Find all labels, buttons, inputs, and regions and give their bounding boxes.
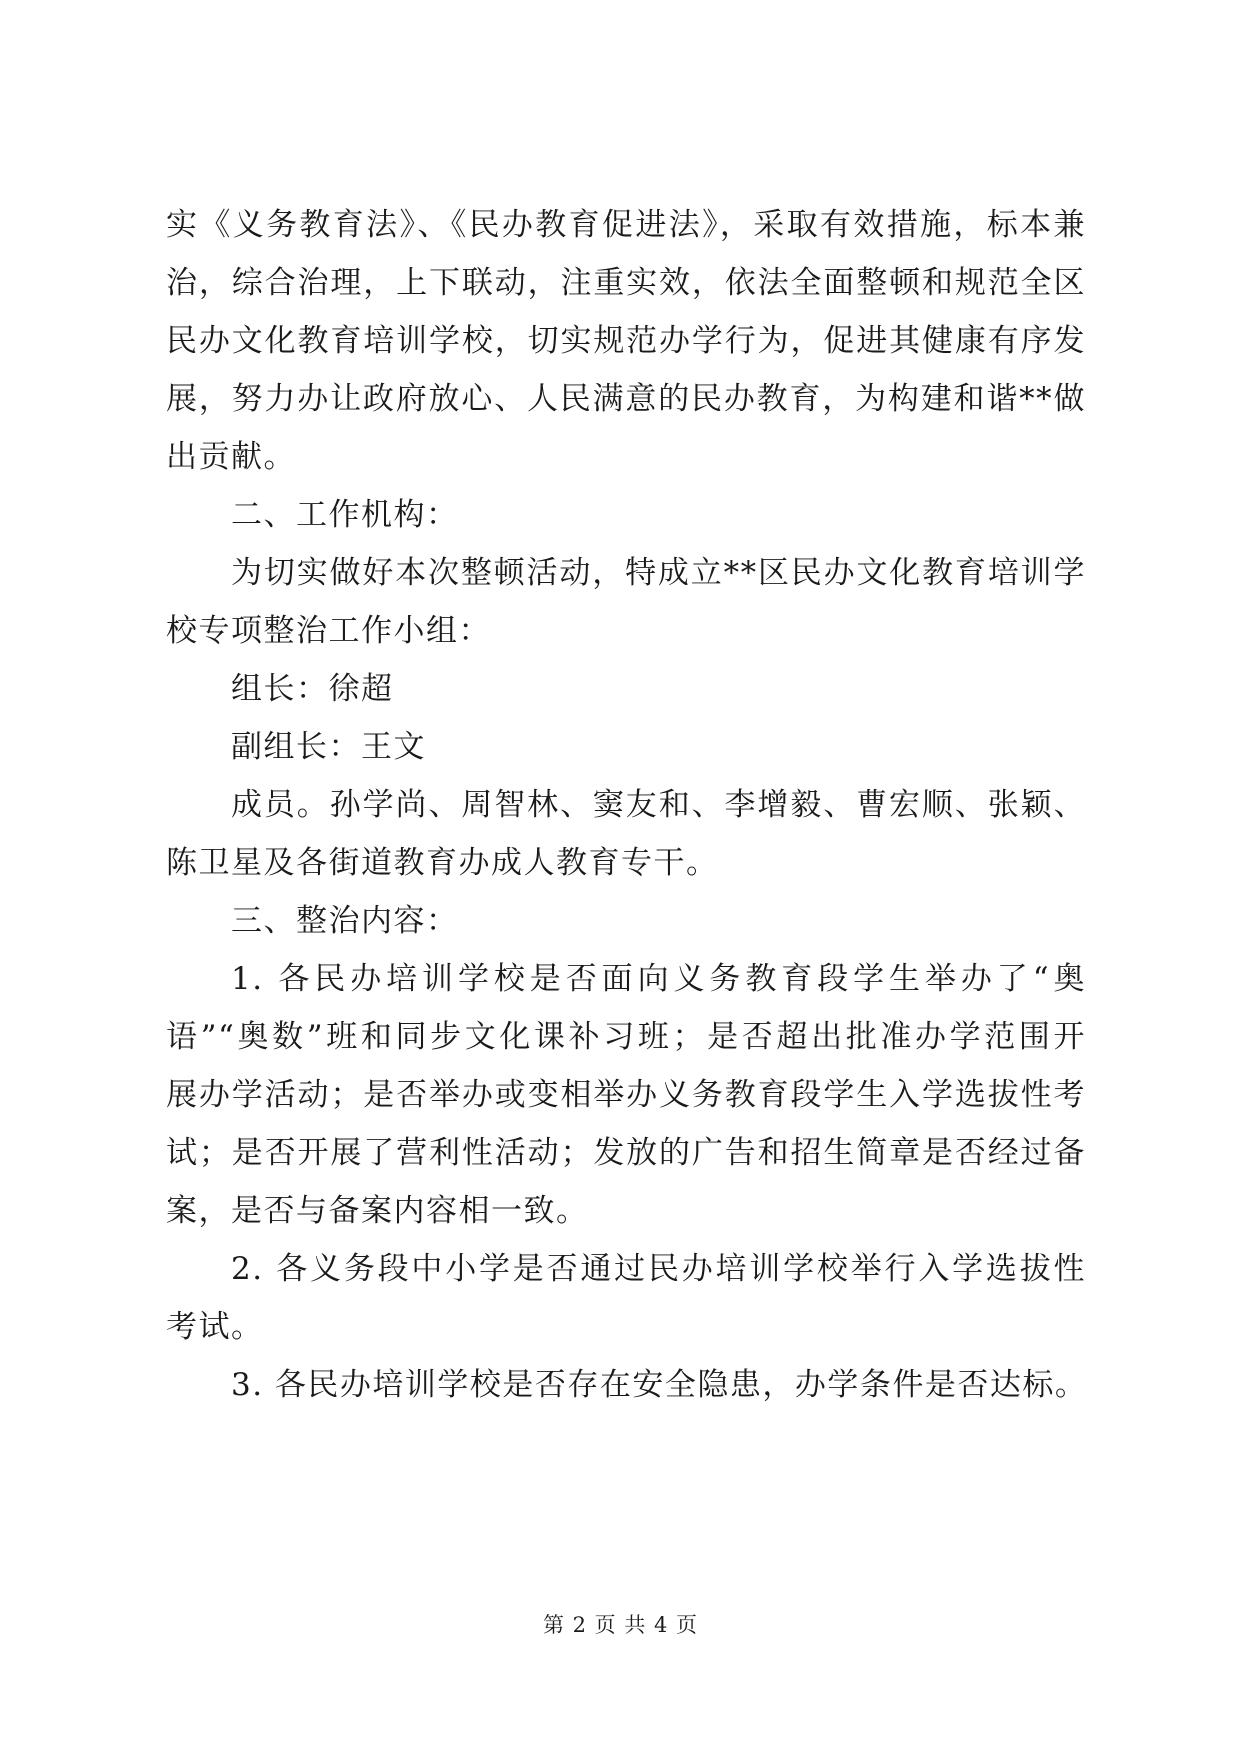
group-leader-line: 组长：徐超 [231, 671, 394, 707]
section-heading: 三、整治内容： [231, 903, 459, 939]
body-line: 实《义务教育法》、《民办教育促进法》，采取有效措施，标本兼 [166, 207, 1086, 243]
list-item-3-line: 3. 各民办培训学校是否存在安全隐患，办学条件是否达标。 [231, 1367, 1088, 1403]
body-line: 展办学活动；是否举办或变相举办义务教育段学生入学选拔性考 [166, 1077, 1086, 1113]
section-heading: 二、工作机构： [231, 497, 459, 533]
body-line: 案，是否与备案内容相一致。 [166, 1193, 589, 1229]
body-line: 校专项整治工作小组： [166, 613, 491, 649]
members-line: 成员。孙学尚、周智林、窦友和、李增毅、曹宏顺、张颖、 [231, 787, 1086, 823]
body-line: 出贡献。 [166, 439, 296, 475]
list-item-1-line: 1. 各民办培训学校是否面向义务教育段学生举办了“奥 [231, 961, 1086, 997]
body-line: 语”“奥数”班和同步文化课补习班；是否超出批准办学范围开 [166, 1019, 1086, 1055]
body-line: 为切实做好本次整顿活动，特成立**区民办文化教育培训学 [231, 555, 1086, 591]
body-line: 试；是否开展了营利性活动；发放的广告和招生简章是否经过备 [166, 1135, 1086, 1171]
page-number-footer: 第 2 页 共 4 页 [542, 1613, 699, 1637]
list-item-2-line: 2. 各义务段中小学是否通过民办培训学校举行入学选拔性 [231, 1251, 1086, 1287]
body-line: 展，努力办让政府放心、人民满意的民办教育，为构建和谐**做 [166, 381, 1086, 417]
body-line: 民办文化教育培训学校，切实规范办学行为，促进其健康有序发 [166, 323, 1086, 359]
body-line: 治，综合治理，上下联动，注重实效，依法全面整顿和规范全区 [166, 265, 1086, 301]
deputy-leader-line: 副组长：王文 [231, 729, 426, 765]
body-line: 考试。 [166, 1309, 264, 1345]
body-line: 陈卫星及各街道教育办成人教育专干。 [166, 845, 719, 881]
